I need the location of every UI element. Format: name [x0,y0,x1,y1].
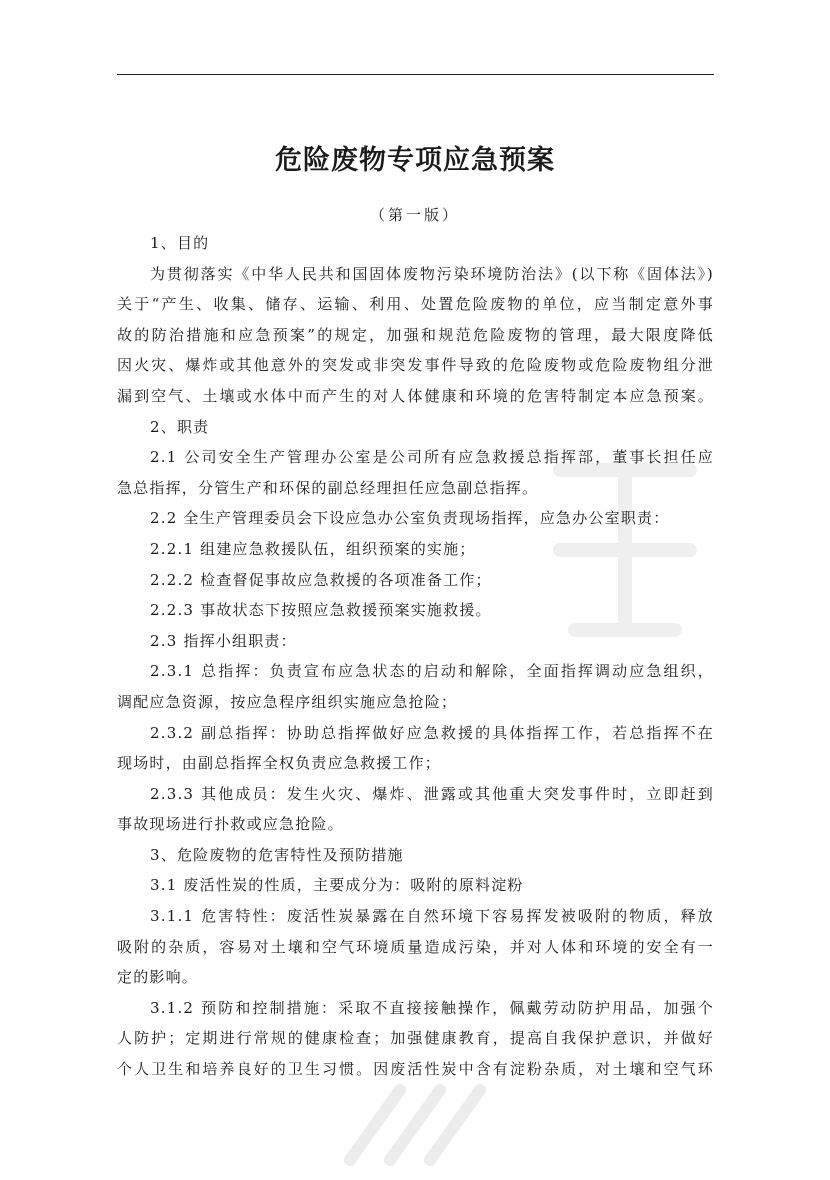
paragraph-line: 为贯彻落实《中华人民共和国固体废物污染环境防治法》(以下称《固体法》) [150,264,714,283]
paragraph-line: 2.3 指挥小组职责： [150,631,297,650]
document-body [117,228,714,1085]
paragraph-line: 关于“产生、收集、储存、运输、利用、处置危险废物的单位，应当制定意外事 [117,295,714,314]
paragraph-line: 漏到空气、土壤或水体中而产生的对人体健康和环境的危害特制定本应急预案。 [117,386,714,405]
paragraph-line: 1、目的 [150,234,210,252]
paragraph-line: 2.2.2 检查督促事故应急救援的各项准备工作； [150,570,492,589]
paragraph-line: 3.1.2 预防和控制措施：采取不直接接触操作，佩戴劳动防护用品，加强个 [150,998,714,1017]
paragraph-line: 2、职责 [150,417,210,436]
paragraph-line: 2.2.1 组建应急救援队伍，组织预案的实施； [150,539,476,558]
paragraph-line: 2.1 公司安全生产管理办公室是公司所有应急救援总指挥部，董事长担任应 [150,448,714,467]
paragraph-line: 调配应急资源，按应急程序组织实施应急抢险； [117,692,458,711]
edition-label: （第一版） [369,206,460,224]
paragraph-line: 3、危险废物的危害特性及预防措施 [150,845,404,864]
header-rule [117,74,714,75]
watermark-corner-icon [330,1070,490,1180]
paragraph-line: 个人卫生和培养良好的卫生习惯。因废活性炭中含有淀粉杂质，对土壤和空气环 [117,1060,714,1079]
paragraph-line: 2.2.3 事故状态下按照应急救援预案实施救援。 [150,601,492,620]
paragraph-line: 2.3.3 其他成员：发生火灾、爆炸、泄露或其他重大突发事件时，立即赶到 [150,784,714,803]
paragraph-line: 3.1.1 危害特性：废活性炭暴露在自然环境下容易挥发被吸附的物质，释放 [150,907,714,926]
paragraph-line: 2.2 全生产管理委员会下设应急办公室负责现场指挥，应急办公室职责： [150,509,670,528]
paragraph-line: 3.1 废活性炭的性质，主要成分为：吸附的原料淀粉 [150,876,524,895]
paragraph-line: 定的影响。 [117,968,199,987]
paragraph-line: 因火灾、爆炸或其他意外的突发或非突发事件导致的危险废物或危险废物组分泄 [117,356,714,375]
paragraph-line: 2.3.2 副总指挥：协助总指挥做好应急救援的具体指挥工作，若总指挥不在 [150,723,714,742]
paragraph-line: 现场时，由副总指挥全权负责应急救援工作； [117,754,442,773]
paragraph-line: 事故现场进行扑救或应急抢险。 [117,815,344,834]
paragraph-line: 急总指挥，分管生产和环保的副总经理担任应急副总指挥。 [117,478,539,497]
paragraph-line: 故的防治措施和应急预案”的规定，加强和规范危险废物的管理，最大限度降低 [117,325,714,344]
document-title: 危险废物专项应急预案 [275,145,555,176]
paragraph-line: 吸附的杂质，容易对土壤和空气环境质量造成污染，并对人体和环境的安全有一 [117,937,714,956]
paragraph-line: 2.3.1 总指挥：负责宣布应急状态的启动和解除，全面指挥调动应急组织， [150,662,714,681]
paragraph-line: 人防护；定期进行常规的健康检查；加强健康教育，提高自我保护意识，并做好 [117,1029,714,1048]
